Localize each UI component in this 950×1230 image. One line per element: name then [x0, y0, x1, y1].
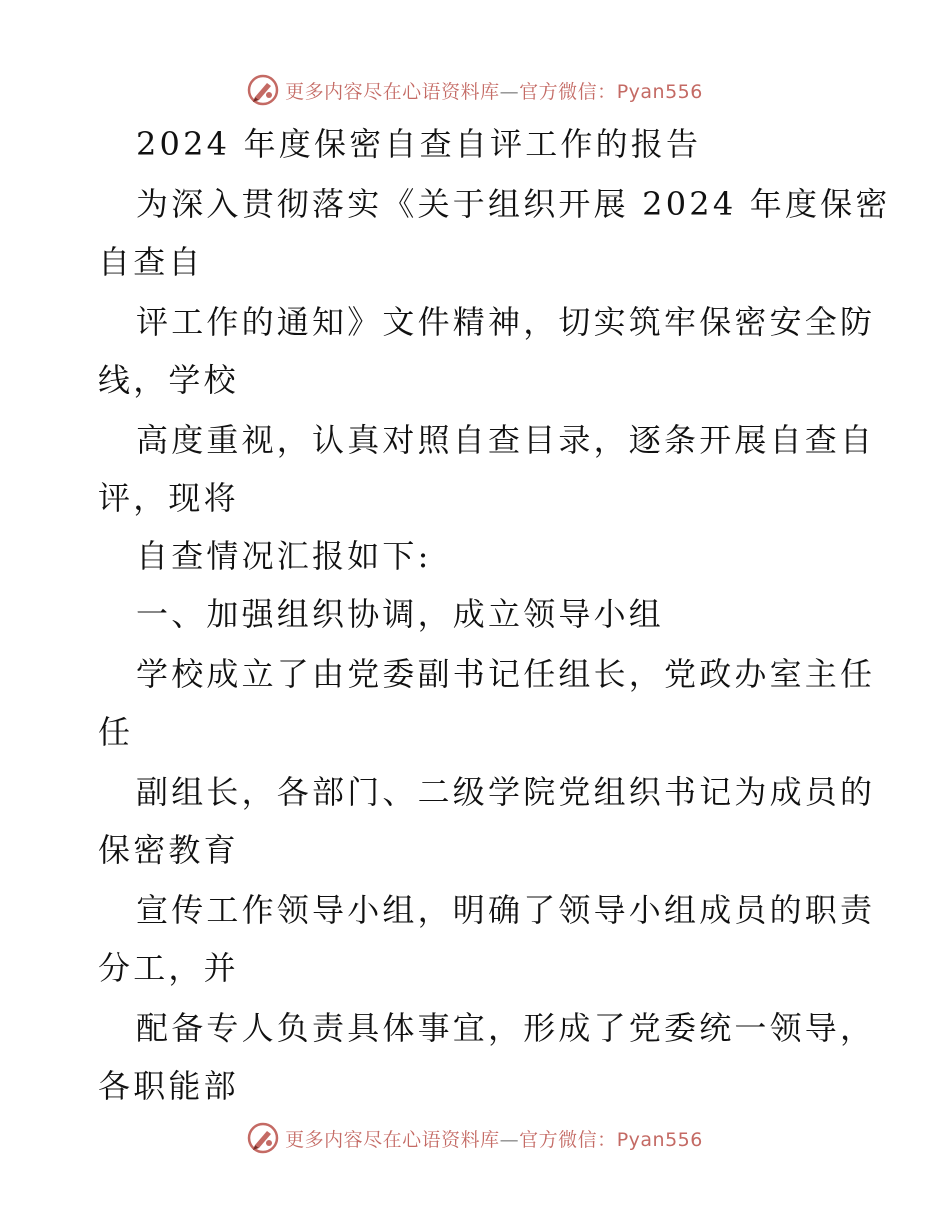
banner-separator: —: [499, 80, 520, 103]
paragraph-line: 各职能部: [98, 1067, 239, 1105]
footer-banner-text: [285, 1125, 703, 1152]
paragraph-line: 线，学校: [98, 361, 239, 399]
paragraph-line: 任: [98, 713, 134, 751]
paragraph-line: 评，现将: [98, 479, 239, 517]
paragraph-line: 为深入贯彻落实《关于组织开展 2024 年度保密: [136, 185, 891, 223]
paragraph-line: 宣传工作领导小组，明确了领导小组成员的职责: [136, 891, 876, 929]
banner-main-text: 更多内容尽在心语资料库: [285, 1128, 500, 1151]
paragraph-line: 配备专人负责具体事宜，形成了党委统一领导，: [136, 1009, 876, 1047]
paragraph-line: 保密教育: [98, 831, 239, 869]
banner-separator: —: [499, 1128, 520, 1151]
paragraph-line: 自查情况汇报如下:: [136, 537, 432, 575]
paragraph-line: 评工作的通知》文件精神，切实筑牢保密安全防: [136, 303, 876, 341]
pen-logo-icon: [247, 1122, 279, 1154]
footer-watermark-banner: [0, 1118, 950, 1158]
document-title: 2024 年度保密自查自评工作的报告: [136, 125, 702, 163]
paragraph-line: 副组长，各部门、二级学院党组织书记为成员的: [136, 773, 876, 811]
paragraph-line: 高度重视，认真对照自查目录，逐条开展自查自: [136, 421, 876, 459]
section-heading: 一、加强组织协调，成立领导小组: [136, 595, 665, 633]
banner-wechat-label: 官方微信：: [519, 80, 617, 103]
banner-wechat-label: 官方微信：: [519, 1128, 617, 1151]
paragraph-line: 自查自: [98, 243, 204, 281]
paragraph-line: 分工，并: [98, 949, 239, 987]
paragraph-line: 学校成立了由党委副书记任组长，党政办室主任: [136, 655, 876, 693]
banner-wechat-id: Pyan556: [616, 1128, 703, 1151]
banner-main-text: 更多内容尽在心语资料库: [285, 80, 500, 103]
banner-wechat-id: Pyan556: [616, 80, 703, 103]
